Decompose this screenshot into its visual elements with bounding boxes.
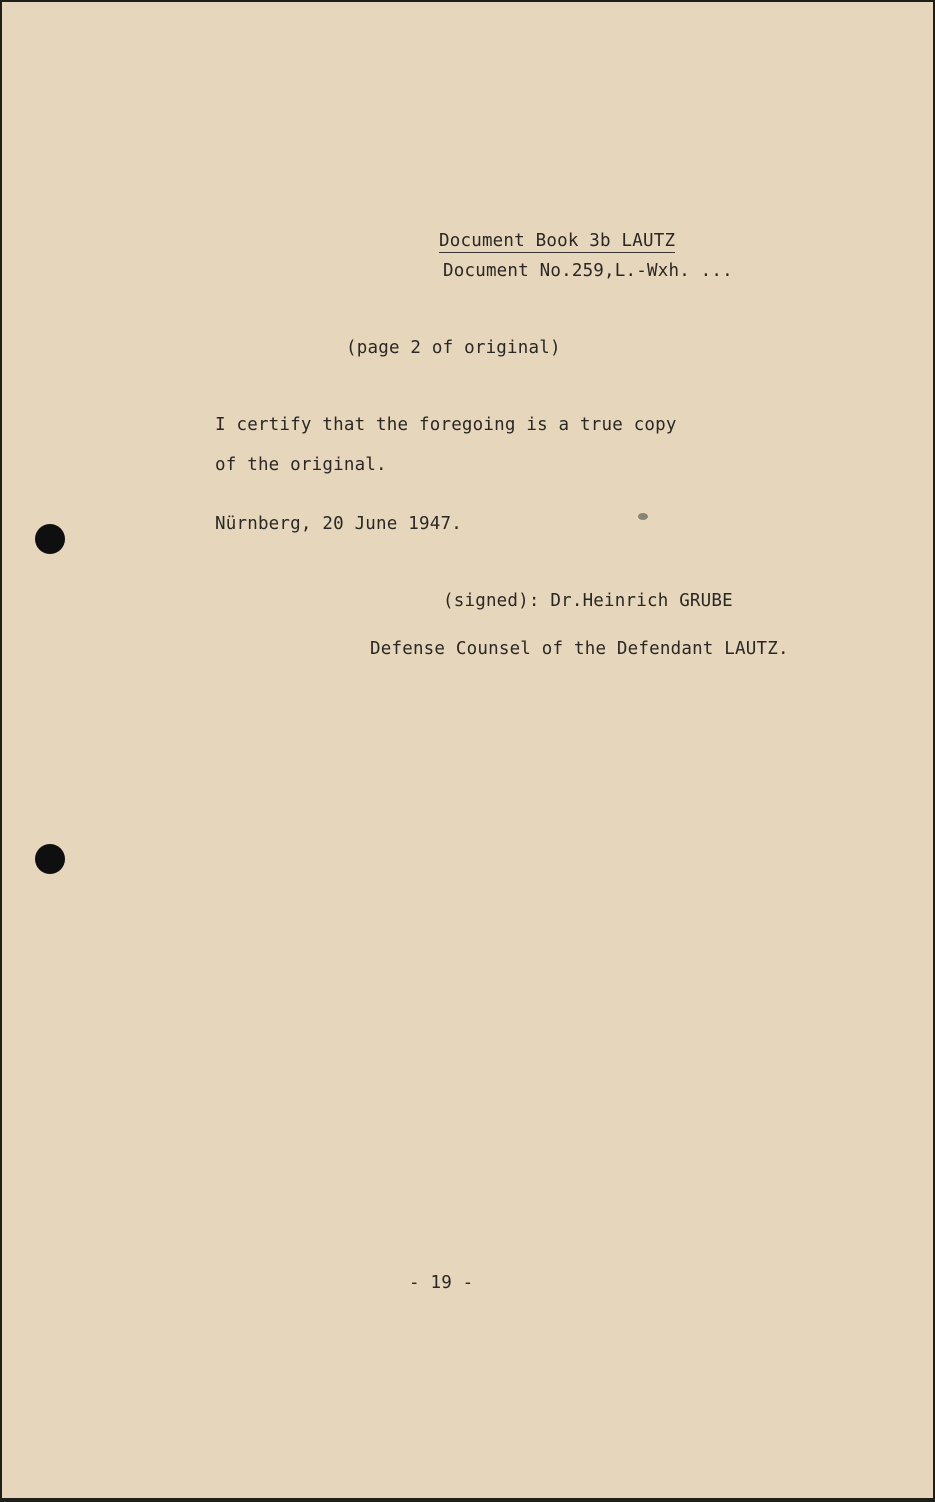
punch-hole xyxy=(35,524,65,554)
punch-hole xyxy=(35,844,65,874)
place-and-date: Nürnberg, 20 June 1947. xyxy=(215,514,462,534)
certification-line-2: of the original. xyxy=(215,455,387,475)
document-book-title: Document Book 3b LAUTZ xyxy=(439,231,676,251)
ink-speck xyxy=(638,513,648,520)
signature-line: (signed): Dr.Heinrich GRUBE xyxy=(443,591,733,611)
page-reference: (page 2 of original) xyxy=(346,338,561,358)
page-number: - 19 - xyxy=(409,1273,474,1293)
document-page xyxy=(2,2,933,1498)
certification-line-1: I certify that the foregoing is a true copy xyxy=(215,415,677,435)
document-number: Document No.259,L.-Wxh. ... xyxy=(443,261,733,281)
signatory-title: Defense Counsel of the Defendant LAUTZ. xyxy=(370,639,789,659)
